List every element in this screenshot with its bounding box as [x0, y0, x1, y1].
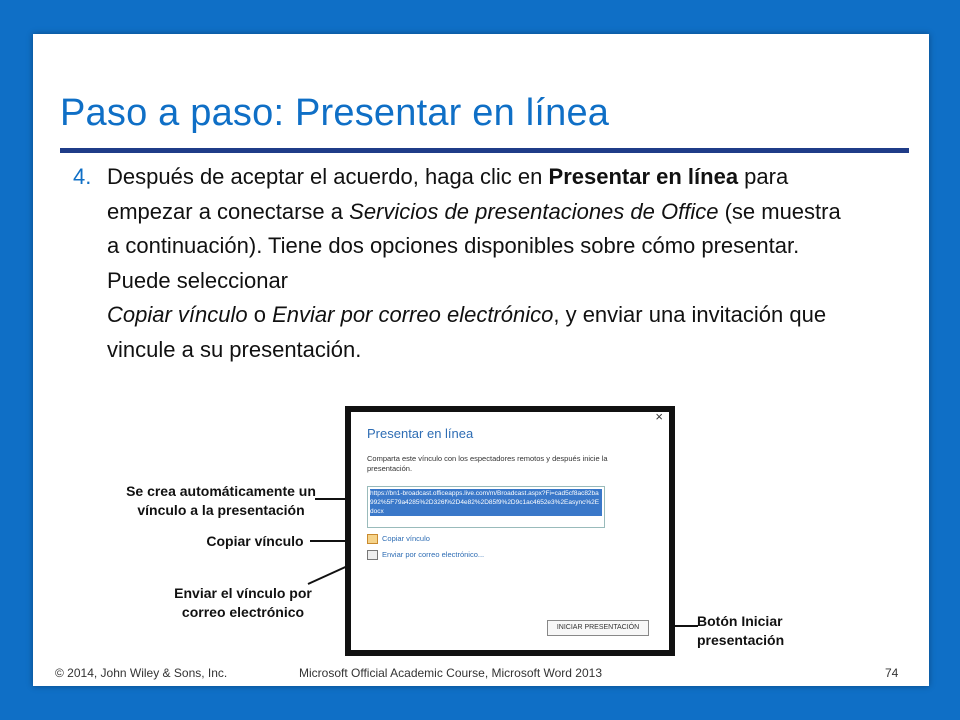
- copy-icon: [367, 534, 378, 544]
- link-field: [367, 486, 605, 528]
- dialog-title: Presentar en línea: [367, 426, 474, 441]
- start-presentation-button: INICIAR PRESENTACIÓN: [547, 620, 649, 636]
- step-paragraph: [73, 160, 853, 367]
- step-segment: o: [247, 302, 273, 327]
- slide-title: Paso a paso: Presentar en línea: [60, 92, 610, 134]
- copy-link-action: [367, 534, 430, 544]
- footer-course: Microsoft Official Academic Course, Microsoft Word 2013: [299, 666, 602, 680]
- step-segment-italic: Servicios de presentaciones de Office: [349, 198, 719, 224]
- step-segment: , y enviar una invitación que vincule a su presentación.: [107, 302, 827, 362]
- step-segment: para empezar a conectarse a: [107, 164, 789, 224]
- send-email-action: [367, 550, 484, 560]
- step-segment: Después de aceptar el acuerdo, haga clic en: [107, 164, 549, 189]
- dialog-description: Comparta este vínculo con los espectadores remotos y después inicie la presentación.: [367, 454, 608, 473]
- step-number: 4.: [73, 164, 92, 189]
- callout-auto-link: Se crea automáticamente un vínculo a la presentación: [126, 483, 316, 518]
- link-url: https://bn1-broadcast.officeapps.live.com/m/Broadcast.aspx?Fi=cad5cf8ac82ba992%5F79a4285%2D326f%2D4e82%2D85f9%2D9c1ac4652e3%2Easync%2Edocx: [370, 489, 602, 516]
- slide: [33, 34, 929, 686]
- send-email-label: Enviar por correo electrónico...: [382, 550, 485, 559]
- step-segment-italic: Copiar vínculo: [107, 302, 248, 327]
- step-segment-bold: Presentar en línea: [548, 164, 739, 189]
- callout-start-button: Botón Iniciar presentación: [697, 613, 785, 648]
- title-underline: [60, 148, 909, 153]
- callout-copy-link: Copiar vínculo: [206, 533, 304, 549]
- present-online-dialog-screenshot: [345, 406, 675, 656]
- close-icon: ×: [655, 409, 663, 424]
- step-segment-italic: Enviar por correo electrónico: [272, 302, 554, 327]
- envelope-icon: [367, 550, 378, 560]
- step-segment: (se muestra a continuación). Tiene dos opciones disponibles sobre cómo presentar. Puede seleccionar: [107, 198, 841, 293]
- step-text: [107, 160, 853, 367]
- footer-copyright: © 2014, John Wiley & Sons, Inc.: [55, 666, 228, 680]
- callout-send-email: Enviar el vínculo por correo electrónico: [174, 585, 312, 620]
- copy-link-label: Copiar vínculo: [382, 534, 430, 543]
- slide-number: 74: [885, 666, 899, 680]
